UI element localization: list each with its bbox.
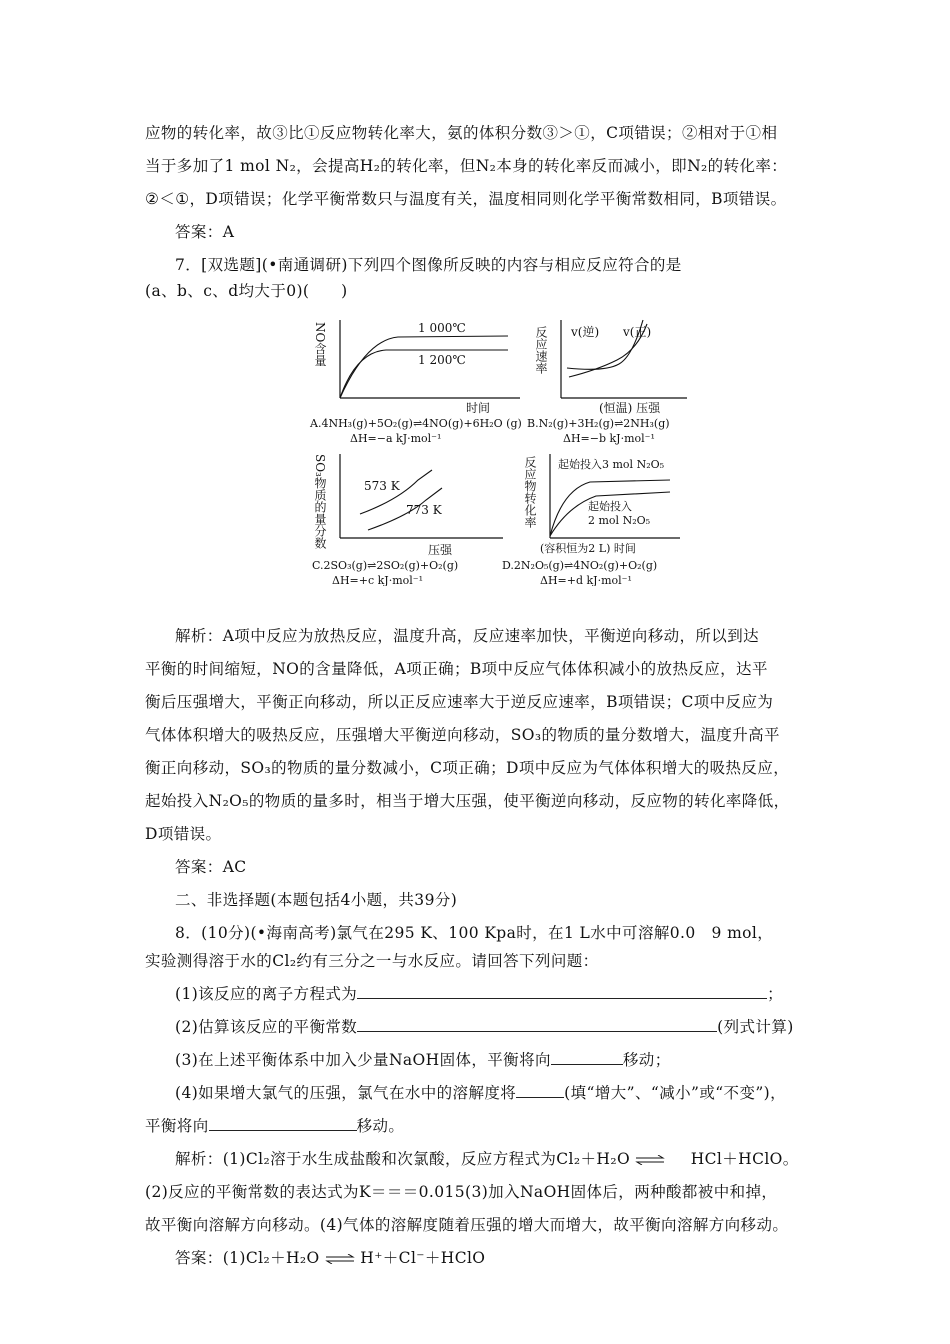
q1-end: ； — [767, 985, 784, 1003]
question-8-3 — [175, 1049, 671, 1071]
q4b-text: 平衡将向 — [145, 1117, 209, 1135]
figure-a-ylabel: NO含量 — [313, 322, 327, 367]
figure-c-curve2: 773 K — [406, 503, 442, 517]
figure-d-xlabel: (容积恒为2 L) 时间 — [540, 542, 636, 555]
question-8-1 — [175, 983, 783, 1005]
section-heading: 二、非选择题(本题包括4小题，共39分) — [175, 891, 458, 909]
equilibrium-arrow-icon — [325, 1254, 355, 1264]
text-line: 应物的转化率，故③比①反应物转化率大，氨的体积分数③＞①，C项错误；②相对于①相 — [145, 124, 778, 142]
figure-d-curve1: 起始投入3 mol N₂O₅ — [558, 458, 665, 471]
text-line: 当于多加了1 mol N₂，会提高H₂的转化率，但N₂本身的转化率反而减小，即N₂的转化率： — [145, 157, 788, 175]
q4-end: (填“增大”、“减小”或“不变”)， — [564, 1084, 787, 1102]
question-7: 7．[双选题](•南通调研)下列四个图像所反映的内容与相应反应符合的是 — [175, 256, 682, 274]
analysis-line: 平衡的时间缩短，NO的含量降低，A项正确；B项中反应气体体积减小的放热反应，达平 — [145, 660, 768, 678]
analysis-line: 衡后压强增大，平衡正向移动，所以正反应速率大于逆反应速率，B项错误；C项中反应为 — [145, 693, 774, 711]
answer-line — [175, 1247, 485, 1269]
figure-c — [308, 450, 530, 586]
figure-b-equation: B.N₂(g)+3H₂(g)⇌2NH₃(g) — [527, 417, 670, 430]
solution-line — [175, 1148, 799, 1170]
q4b-blank[interactable] — [209, 1116, 357, 1131]
q4-blank[interactable] — [516, 1083, 564, 1098]
q2-text: (2)估算该反应的平衡常数 — [175, 1018, 358, 1036]
figure-b-xlabel: (恒温) 压强 — [599, 401, 661, 415]
analysis-line: 起始投入N₂O₅的物质的量多时，相当于增大压强，使平衡逆向移动，反应物的转化率降低， — [145, 792, 790, 810]
equilibrium-arrow-icon — [635, 1155, 665, 1165]
figure-a-curve2: 1 200℃ — [418, 353, 466, 367]
figure-c-xlabel: 压强 — [428, 543, 453, 557]
analysis-line: 衡正向移动，SO₃的物质的量分数减小，C项正确；D项中反应为气体体积增大的吸热反应， — [145, 759, 790, 777]
figure-a-xlabel: 时间 — [466, 401, 491, 415]
question-8-2 — [175, 1016, 794, 1038]
solution-1a: 解析：(1)Cl₂溶于水生成盐酸和次氯酸，反应方程式为Cl₂＋H₂O — [175, 1150, 631, 1168]
figure-d — [500, 450, 710, 586]
text-line: ②＜①，D项错误；化学平衡常数只与温度有关，温度相同则化学平衡常数相同，B项错误。 — [145, 190, 787, 208]
figure-c-ylabel: SO₃物质的量分数 — [313, 454, 327, 549]
q3-blank[interactable] — [551, 1050, 623, 1065]
figure-c-curve1: 573 K — [364, 479, 400, 493]
figure-c-dh: ΔH=+c kJ·mol⁻¹ — [332, 574, 423, 586]
figure-d-dh: ΔH=+d kJ·mol⁻¹ — [540, 574, 632, 586]
answer-8a: 答案：(1)Cl₂＋H₂O — [175, 1249, 320, 1267]
analysis-line: 解析：A项中反应为放热反应，温度升高，反应速率加快，平衡逆向移动，所以到达 — [175, 627, 759, 645]
q4-text: (4)如果增大氯气的压强，氯气在水中的溶解度将 — [175, 1084, 517, 1102]
q2-blank[interactable] — [357, 1017, 717, 1032]
question-8: 实验测得溶于水的Cl₂约有三分之一与水反应。请回答下列问题： — [145, 952, 599, 970]
analysis-line: 气体体积增大的吸热反应，压强增大平衡逆向移动，SO₃的物质的量分数增大，温度升高平 — [145, 726, 780, 744]
answer-line: 答案：AC — [175, 858, 247, 876]
figure-b-dh: ΔH=−b kJ·mol⁻¹ — [563, 432, 655, 445]
figure-b-curve2: v(正) — [623, 325, 652, 339]
q4b-end: 移动。 — [356, 1117, 405, 1135]
q3-end: 移动； — [622, 1051, 671, 1069]
solution-line: (2)反应的平衡常数的表达式为K＝＝＝0.015(3)加入NaOH固体后，两种酸都被中和掉， — [145, 1183, 778, 1201]
solution-line: 故平衡向溶解方向移动。(4)气体的溶解度随着压强的增大而增大，故平衡向溶解方向移动。 — [145, 1216, 789, 1234]
figure-d-curve2a: 起始投入 — [588, 500, 632, 513]
answer-8b: H⁺＋Cl⁻＋HClO — [360, 1249, 486, 1267]
solution-1b: HCl＋HClO。 — [690, 1150, 799, 1168]
analysis-line: D项错误。 — [145, 825, 222, 843]
figure-d-curve2b: 2 mol N₂O₅ — [588, 514, 651, 527]
figure-b-ylabel: 反应速率 — [534, 326, 548, 374]
figure-d-ylabel: 反应物转化率 — [523, 456, 537, 528]
question-8-4b — [145, 1115, 404, 1137]
figure-a-equation: A.4NH₃(g)+5O₂(g)⇌4NO(g)+6H₂O (g) — [310, 417, 522, 430]
q1-blank[interactable] — [357, 984, 767, 999]
question-8-4 — [175, 1082, 786, 1104]
figure-b — [527, 312, 707, 448]
q1-text: (1)该反应的离子方程式为 — [175, 985, 358, 1003]
figure-b-curve1: v(逆) — [571, 325, 600, 339]
figure-c-equation: C.2SO₃(g)⇌2SO₂(g)+O₂(g) — [312, 559, 459, 572]
question-7-options: (a、b、c、d均大于0)( ) — [145, 282, 348, 300]
figure-a — [308, 312, 530, 448]
q2-end: (列式计算) — [717, 1018, 794, 1036]
figure-d-equation: D.2N₂O₅(g)⇌4NO₂(g)+O₂(g) — [502, 559, 658, 572]
figure-a-dh: ΔH=−a kJ·mol⁻¹ — [350, 432, 442, 445]
figure-a-curve1: 1 000℃ — [418, 321, 466, 335]
answer-line: 答案：A — [175, 223, 235, 241]
q3-text: (3)在上述平衡体系中加入少量NaOH固体，平衡将向 — [175, 1051, 551, 1069]
question-8: 8．(10分)(•海南高考)氯气在295 K、100 Kpa时，在1 L水中可溶解0.0 9 mol， — [175, 924, 774, 942]
